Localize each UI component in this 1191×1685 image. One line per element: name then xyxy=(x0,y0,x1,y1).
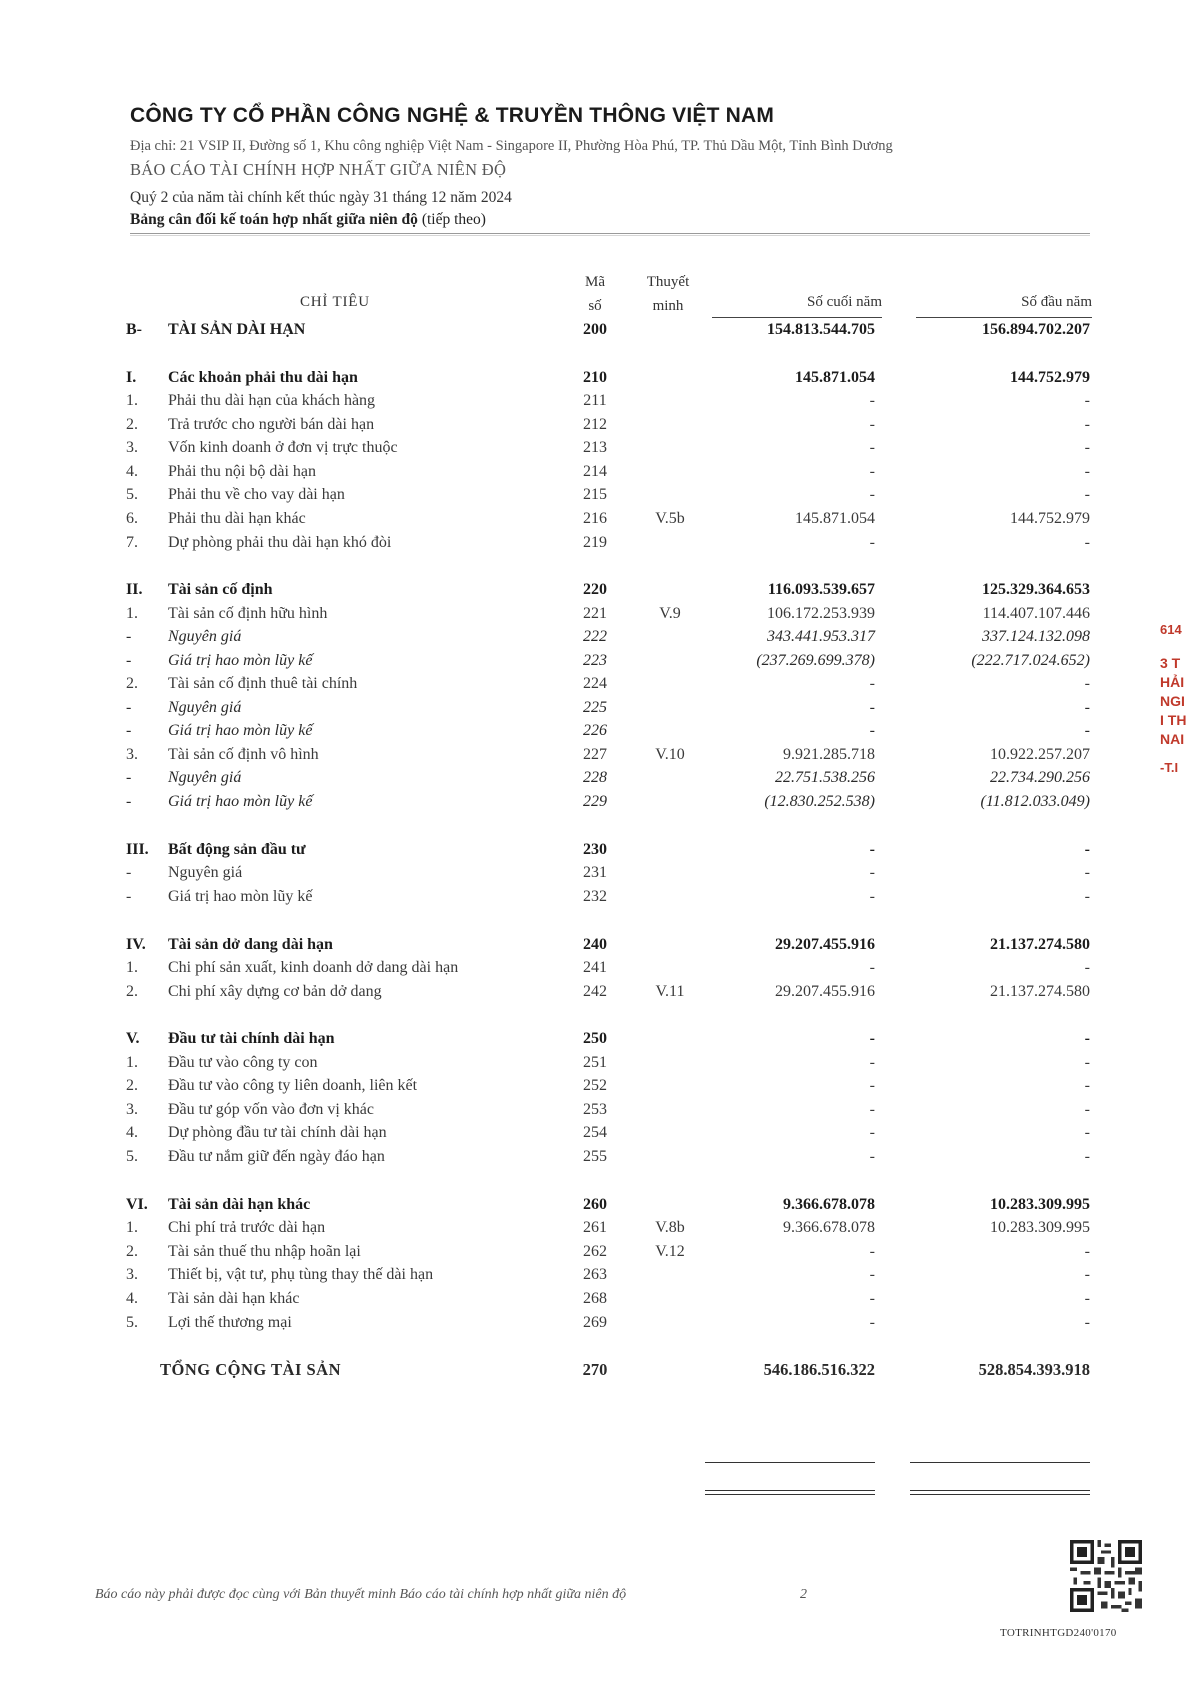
row-label: Nguyên giá xyxy=(168,628,242,645)
row-label: Giá trị hao mòn lũy kế xyxy=(168,722,313,739)
table-row xyxy=(0,1217,1191,1239)
row-note: V.8b xyxy=(655,1219,685,1236)
row-number: 1. xyxy=(126,959,138,976)
row-number: - xyxy=(126,769,132,786)
row-number: 1. xyxy=(126,1054,138,1071)
row-begin-value: - xyxy=(1084,699,1090,716)
row-end-value: - xyxy=(869,1290,875,1307)
table-row xyxy=(0,1146,1191,1168)
row-number: - xyxy=(126,793,132,810)
row-code: 268 xyxy=(583,1290,607,1307)
row-end-value: - xyxy=(869,439,875,456)
row-begin-value: - xyxy=(1084,463,1090,480)
row-code: 227 xyxy=(583,746,607,763)
row-number: 1. xyxy=(126,392,138,409)
row-number: 6. xyxy=(126,510,138,527)
row-code: 261 xyxy=(583,1219,607,1236)
row-begin-value: 21.137.274.580 xyxy=(990,936,1090,953)
footer-note: Báo cáo này phải được đọc cùng với Bản thuyết minh Báo cáo tài chính hợp nhất giữa niên độ xyxy=(95,1587,627,1602)
row-begin-value: 337.124.132.098 xyxy=(982,628,1090,645)
row-label: Tài sản cố định thuê tài chính xyxy=(168,675,358,692)
column-header-chi-tieu: CHỈ TIÊU xyxy=(300,294,370,310)
table-row xyxy=(0,862,1191,884)
row-label: Thiết bị, vật tư, phụ tùng thay thế dài hạn xyxy=(168,1266,434,1283)
row-begin-value: - xyxy=(1084,486,1090,503)
company-name: CÔNG TY CỔ PHẦN CÔNG NGHỆ & TRUYỀN THÔNG VIỆT NAM xyxy=(130,104,775,127)
row-end-value: 116.093.539.657 xyxy=(767,581,875,598)
row-end-value: - xyxy=(869,1314,875,1331)
row-end-value: 29.207.455.916 xyxy=(775,983,875,1000)
row-label: Các khoản phải thu dài hạn xyxy=(168,369,358,386)
row-end-value: (237.269.699.378) xyxy=(756,652,875,669)
row-code: 210 xyxy=(583,369,607,386)
table-row xyxy=(0,886,1191,908)
row-code: 200 xyxy=(583,321,607,338)
row-number: V. xyxy=(126,1030,140,1047)
row-code: 252 xyxy=(583,1077,607,1094)
row-begin-value: - xyxy=(1084,1030,1090,1047)
column-header-thuyet-minh-line1: Thuyết xyxy=(646,274,690,290)
row-label: TỔNG CỘNG TÀI SẢN xyxy=(160,1360,342,1379)
table-row xyxy=(0,626,1191,648)
row-number: 5. xyxy=(126,1148,138,1165)
row-begin-value: - xyxy=(1084,1266,1090,1283)
row-code: 224 xyxy=(583,675,607,692)
table-row xyxy=(0,767,1191,789)
table-row xyxy=(0,1264,1191,1286)
column-header-so-dau-nam: Số đầu năm xyxy=(1021,294,1092,310)
row-begin-value: - xyxy=(1084,439,1090,456)
row-end-value: - xyxy=(869,416,875,433)
row-number: 2. xyxy=(126,1077,138,1094)
row-begin-value: - xyxy=(1084,888,1090,905)
table-row xyxy=(0,437,1191,459)
row-label: Chi phí xây dựng cơ bản dở dang xyxy=(168,983,382,1000)
row-number: - xyxy=(126,652,132,669)
row-label: Phải thu dài hạn khác xyxy=(168,510,306,527)
row-number: 1. xyxy=(126,605,138,622)
table-row xyxy=(0,390,1191,412)
row-code: 251 xyxy=(583,1054,607,1071)
row-label: Vốn kinh doanh ở đơn vị trực thuộc xyxy=(168,439,398,456)
row-begin-value: 125.329.364.653 xyxy=(982,581,1090,598)
row-label: Bất động sản đầu tư xyxy=(168,841,306,858)
row-note: V.12 xyxy=(655,1243,685,1260)
section-row xyxy=(0,1194,1191,1216)
row-end-value: - xyxy=(869,1266,875,1283)
column-header-thuyet-minh-line2: minh xyxy=(652,298,684,314)
document-code: TOTRINHTGD240'0170 xyxy=(1000,1627,1117,1639)
row-begin-value: - xyxy=(1084,959,1090,976)
statement-subtitle-bold: Bảng cân đối kế toán hợp nhất giữa niên độ xyxy=(130,211,418,228)
row-code: 219 xyxy=(583,534,607,551)
row-note: V.5b xyxy=(655,510,685,527)
row-label: Chi phí trả trước dài hạn xyxy=(168,1219,326,1236)
row-label: Tài sản dài hạn khác xyxy=(168,1196,311,1213)
row-end-value: - xyxy=(869,699,875,716)
row-begin-value: - xyxy=(1084,722,1090,739)
total-row xyxy=(0,1359,1191,1381)
row-end-value: - xyxy=(869,675,875,692)
row-number: 3. xyxy=(126,746,138,763)
row-code: 270 xyxy=(582,1360,608,1379)
total-top-rule-end xyxy=(705,1462,875,1463)
row-number: 4. xyxy=(126,1124,138,1141)
row-code: 225 xyxy=(583,699,607,716)
row-begin-value: 156.894.702.207 xyxy=(982,321,1090,338)
row-code: 240 xyxy=(583,936,607,953)
row-label: Dự phòng đầu tư tài chính dài hạn xyxy=(168,1124,387,1141)
row-end-value: 546.186.516.322 xyxy=(763,1360,875,1379)
statement-subtitle-rest: (tiếp theo) xyxy=(417,211,486,228)
row-label: Nguyên giá xyxy=(168,769,242,786)
row-end-value: - xyxy=(869,1124,875,1141)
row-end-value: 9.366.678.078 xyxy=(783,1219,875,1236)
row-begin-value: - xyxy=(1084,1314,1090,1331)
table-row xyxy=(0,744,1191,766)
row-begin-value: - xyxy=(1084,534,1090,551)
row-code: 260 xyxy=(583,1196,607,1213)
row-end-value: - xyxy=(869,1101,875,1118)
row-end-value: 9.921.285.718 xyxy=(783,746,875,763)
row-code: 216 xyxy=(583,510,607,527)
row-begin-value: (222.717.024.652) xyxy=(971,652,1090,669)
row-number: III. xyxy=(126,841,149,858)
row-number: 5. xyxy=(126,486,138,503)
row-begin-value: - xyxy=(1084,1148,1090,1165)
table-row xyxy=(0,673,1191,695)
section-row xyxy=(0,579,1191,601)
row-code: 223 xyxy=(583,652,607,669)
row-number: II. xyxy=(126,581,143,598)
table-row xyxy=(0,1052,1191,1074)
row-begin-value: - xyxy=(1084,841,1090,858)
row-end-value: 9.366.678.078 xyxy=(783,1196,875,1213)
row-begin-value: - xyxy=(1084,392,1090,409)
row-label: Nguyên giá xyxy=(168,864,243,881)
column-underline-begin xyxy=(916,317,1092,318)
row-label: Đầu tư tài chính dài hạn xyxy=(168,1030,335,1047)
row-code: 213 xyxy=(583,439,607,456)
row-end-value: - xyxy=(869,1148,875,1165)
row-number: - xyxy=(126,699,132,716)
column-underline-end xyxy=(712,317,882,318)
section-row xyxy=(0,319,1191,341)
section-row xyxy=(0,367,1191,389)
row-label: Tài sản cố định xyxy=(168,581,273,598)
row-number: 3. xyxy=(126,439,138,456)
row-end-value: 22.751.538.256 xyxy=(775,769,875,786)
row-code: 262 xyxy=(583,1243,607,1260)
row-number: 2. xyxy=(126,675,138,692)
row-label: Tài sản dài hạn khác xyxy=(168,1290,300,1307)
row-number: 2. xyxy=(126,416,138,433)
table-row xyxy=(0,1241,1191,1263)
row-begin-value: (11.812.033.049) xyxy=(980,793,1090,810)
row-end-value: - xyxy=(869,1077,875,1094)
table-row xyxy=(0,791,1191,813)
row-code: 250 xyxy=(583,1030,607,1047)
table-row xyxy=(0,1075,1191,1097)
row-label: Đầu tư góp vốn vào đơn vị khác xyxy=(168,1101,374,1118)
section-row xyxy=(0,934,1191,956)
table-row xyxy=(0,1099,1191,1121)
row-label: Tài sản thuế thu nhập hoãn lại xyxy=(168,1243,361,1260)
row-number: VI. xyxy=(126,1196,148,1213)
row-code: 229 xyxy=(583,793,607,810)
row-end-value: 154.813.544.705 xyxy=(767,321,875,338)
row-end-value: 29.207.455.916 xyxy=(775,936,875,953)
row-note: V.11 xyxy=(655,983,685,1000)
total-double-rule-begin xyxy=(910,1490,1090,1495)
column-header-thuyet-minh xyxy=(636,270,700,318)
row-end-value: 145.871.054 xyxy=(795,510,875,527)
table-row xyxy=(0,603,1191,625)
row-number: 7. xyxy=(126,534,138,551)
row-number: 3. xyxy=(126,1101,138,1118)
row-code: 214 xyxy=(583,463,607,480)
page-number: 2 xyxy=(800,1587,807,1602)
column-header-ma-so-line2: số xyxy=(588,298,602,314)
row-begin-value: 144.752.979 xyxy=(1010,369,1090,386)
row-label: Trả trước cho người bán dài hạn xyxy=(168,416,375,433)
row-begin-value: - xyxy=(1084,1077,1090,1094)
row-code: 215 xyxy=(583,486,607,503)
row-code: 212 xyxy=(583,416,607,433)
row-code: 231 xyxy=(583,864,607,881)
row-label: Nguyên giá xyxy=(168,699,242,716)
table-row xyxy=(0,1312,1191,1334)
statement-subtitle xyxy=(130,211,1090,229)
row-number: 1. xyxy=(126,1219,138,1236)
row-code: 254 xyxy=(583,1124,607,1141)
row-code: 222 xyxy=(583,628,607,645)
row-label: Đầu tư vào công ty con xyxy=(168,1054,318,1071)
row-end-value: - xyxy=(869,392,875,409)
section-row xyxy=(0,839,1191,861)
row-code: 255 xyxy=(583,1148,607,1165)
row-begin-value: 22.734.290.256 xyxy=(990,769,1090,786)
row-begin-value: - xyxy=(1084,1054,1090,1071)
row-begin-value: - xyxy=(1084,416,1090,433)
row-label: Giá trị hao mòn lũy kế xyxy=(168,888,313,905)
row-label: Đầu tư vào công ty liên doanh, liên kết xyxy=(168,1077,418,1094)
row-number: - xyxy=(126,628,132,645)
row-code: 221 xyxy=(583,605,607,622)
row-code: 253 xyxy=(583,1101,607,1118)
row-begin-value: 21.137.274.580 xyxy=(990,983,1090,1000)
row-end-value: - xyxy=(869,1243,875,1260)
row-begin-value: 10.922.257.207 xyxy=(990,746,1090,763)
row-note: V.9 xyxy=(659,605,681,622)
row-begin-value: 10.283.309.995 xyxy=(990,1196,1090,1213)
row-label: Tài sản cố định vô hình xyxy=(168,746,319,763)
row-number: IV. xyxy=(126,936,146,953)
row-begin-value: 114.407.107.446 xyxy=(982,605,1090,622)
table-row xyxy=(0,720,1191,742)
table-row xyxy=(0,414,1191,436)
table-row xyxy=(0,981,1191,1003)
row-label: Lợi thế thương mại xyxy=(168,1314,292,1331)
row-code: 232 xyxy=(583,888,607,905)
table-row xyxy=(0,461,1191,483)
row-label: Tài sản cố định hữu hình xyxy=(168,605,328,622)
row-begin-value: - xyxy=(1084,1243,1090,1260)
row-number: 2. xyxy=(126,1243,138,1260)
row-end-value: 106.172.253.939 xyxy=(767,605,875,622)
row-begin-value: - xyxy=(1084,1101,1090,1118)
row-label: Phải thu nội bộ dài hạn xyxy=(168,463,316,480)
row-number: 5. xyxy=(126,1314,138,1331)
row-number: B- xyxy=(126,321,142,338)
header-rule xyxy=(130,233,1090,236)
row-number: 4. xyxy=(126,463,138,480)
row-end-value: - xyxy=(869,534,875,551)
row-code: 226 xyxy=(583,722,607,739)
row-code: 220 xyxy=(583,581,607,598)
row-code: 228 xyxy=(583,769,607,786)
row-end-value: - xyxy=(869,722,875,739)
table-row xyxy=(0,697,1191,719)
company-address: Địa chỉ: 21 VSIP II, Đường số 1, Khu công nghiệp Việt Nam - Singapore II, Phường Hòa Phú, TP. Thủ Dầu Một, Tỉnh Bình Dương xyxy=(130,138,893,154)
row-number: - xyxy=(126,888,132,905)
row-code: 211 xyxy=(583,392,607,409)
table-row xyxy=(0,532,1191,554)
row-end-value: - xyxy=(869,864,875,881)
row-code: 263 xyxy=(583,1266,607,1283)
row-number: 4. xyxy=(126,1290,138,1307)
row-begin-value: 10.283.309.995 xyxy=(990,1219,1090,1236)
row-begin-value: - xyxy=(1084,864,1090,881)
table-row xyxy=(0,1288,1191,1310)
row-label: Tài sản dở dang dài hạn xyxy=(168,936,333,953)
column-header-so-cuoi-nam: Số cuối năm xyxy=(807,294,882,310)
company-seal-fragment: 614 3 T HẢI NGI I TH NAI -T.I xyxy=(1160,622,1187,775)
row-code: 230 xyxy=(583,841,607,858)
row-end-value: - xyxy=(869,1054,875,1071)
row-end-value: (12.830.252.538) xyxy=(764,793,875,810)
row-begin-value: - xyxy=(1084,675,1090,692)
row-number: 3. xyxy=(126,1266,138,1283)
table-row xyxy=(0,484,1191,506)
row-label: Phải thu dài hạn của khách hàng xyxy=(168,392,376,409)
row-label: Dự phòng phải thu dài hạn khó đòi xyxy=(168,534,392,551)
table-row xyxy=(0,650,1191,672)
report-period: Quý 2 của năm tài chính kết thúc ngày 31 tháng 12 năm 2024 xyxy=(130,189,512,206)
row-code: 242 xyxy=(583,983,607,1000)
column-header-ma-so-line1: Mã xyxy=(585,274,605,290)
row-note: V.10 xyxy=(655,746,685,763)
row-end-value: - xyxy=(869,486,875,503)
table-row xyxy=(0,508,1191,530)
row-label: Chi phí sản xuất, kinh doanh dở dang dài hạn xyxy=(168,959,459,976)
row-end-value: - xyxy=(869,888,875,905)
row-code: 241 xyxy=(583,959,607,976)
row-label: Giá trị hao mòn lũy kế xyxy=(168,793,313,810)
column-header-ma-so xyxy=(580,270,610,318)
row-end-value: - xyxy=(869,463,875,480)
table-row xyxy=(0,1122,1191,1144)
row-begin-value: 528.854.393.918 xyxy=(978,1360,1090,1379)
row-end-value: 343.441.953.317 xyxy=(767,628,875,645)
qr-code-icon xyxy=(1070,1540,1142,1612)
row-end-value: 145.871.054 xyxy=(795,369,875,386)
row-begin-value: 144.752.979 xyxy=(1010,510,1090,527)
row-number: I. xyxy=(126,369,137,386)
row-label: TÀI SẢN DÀI HẠN xyxy=(168,321,306,338)
table-row xyxy=(0,957,1191,979)
total-double-rule-end xyxy=(705,1490,875,1495)
row-begin-value: - xyxy=(1084,1124,1090,1141)
row-number: - xyxy=(126,722,132,739)
row-end-value: - xyxy=(869,1030,875,1047)
section-row xyxy=(0,1028,1191,1050)
report-title: BÁO CÁO TÀI CHÍNH HỢP NHẤT GIỮA NIÊN ĐỘ xyxy=(130,160,507,179)
row-end-value: - xyxy=(869,841,875,858)
row-number: - xyxy=(126,864,132,881)
row-number: 2. xyxy=(126,983,138,1000)
row-code: 269 xyxy=(583,1314,607,1331)
row-label: Phải thu về cho vay dài hạn xyxy=(168,486,345,503)
row-end-value: - xyxy=(869,959,875,976)
row-label: Đầu tư nắm giữ đến ngày đáo hạn xyxy=(168,1148,385,1165)
total-top-rule-begin xyxy=(910,1462,1090,1463)
row-label: Giá trị hao mòn lũy kế xyxy=(168,652,313,669)
row-begin-value: - xyxy=(1084,1290,1090,1307)
